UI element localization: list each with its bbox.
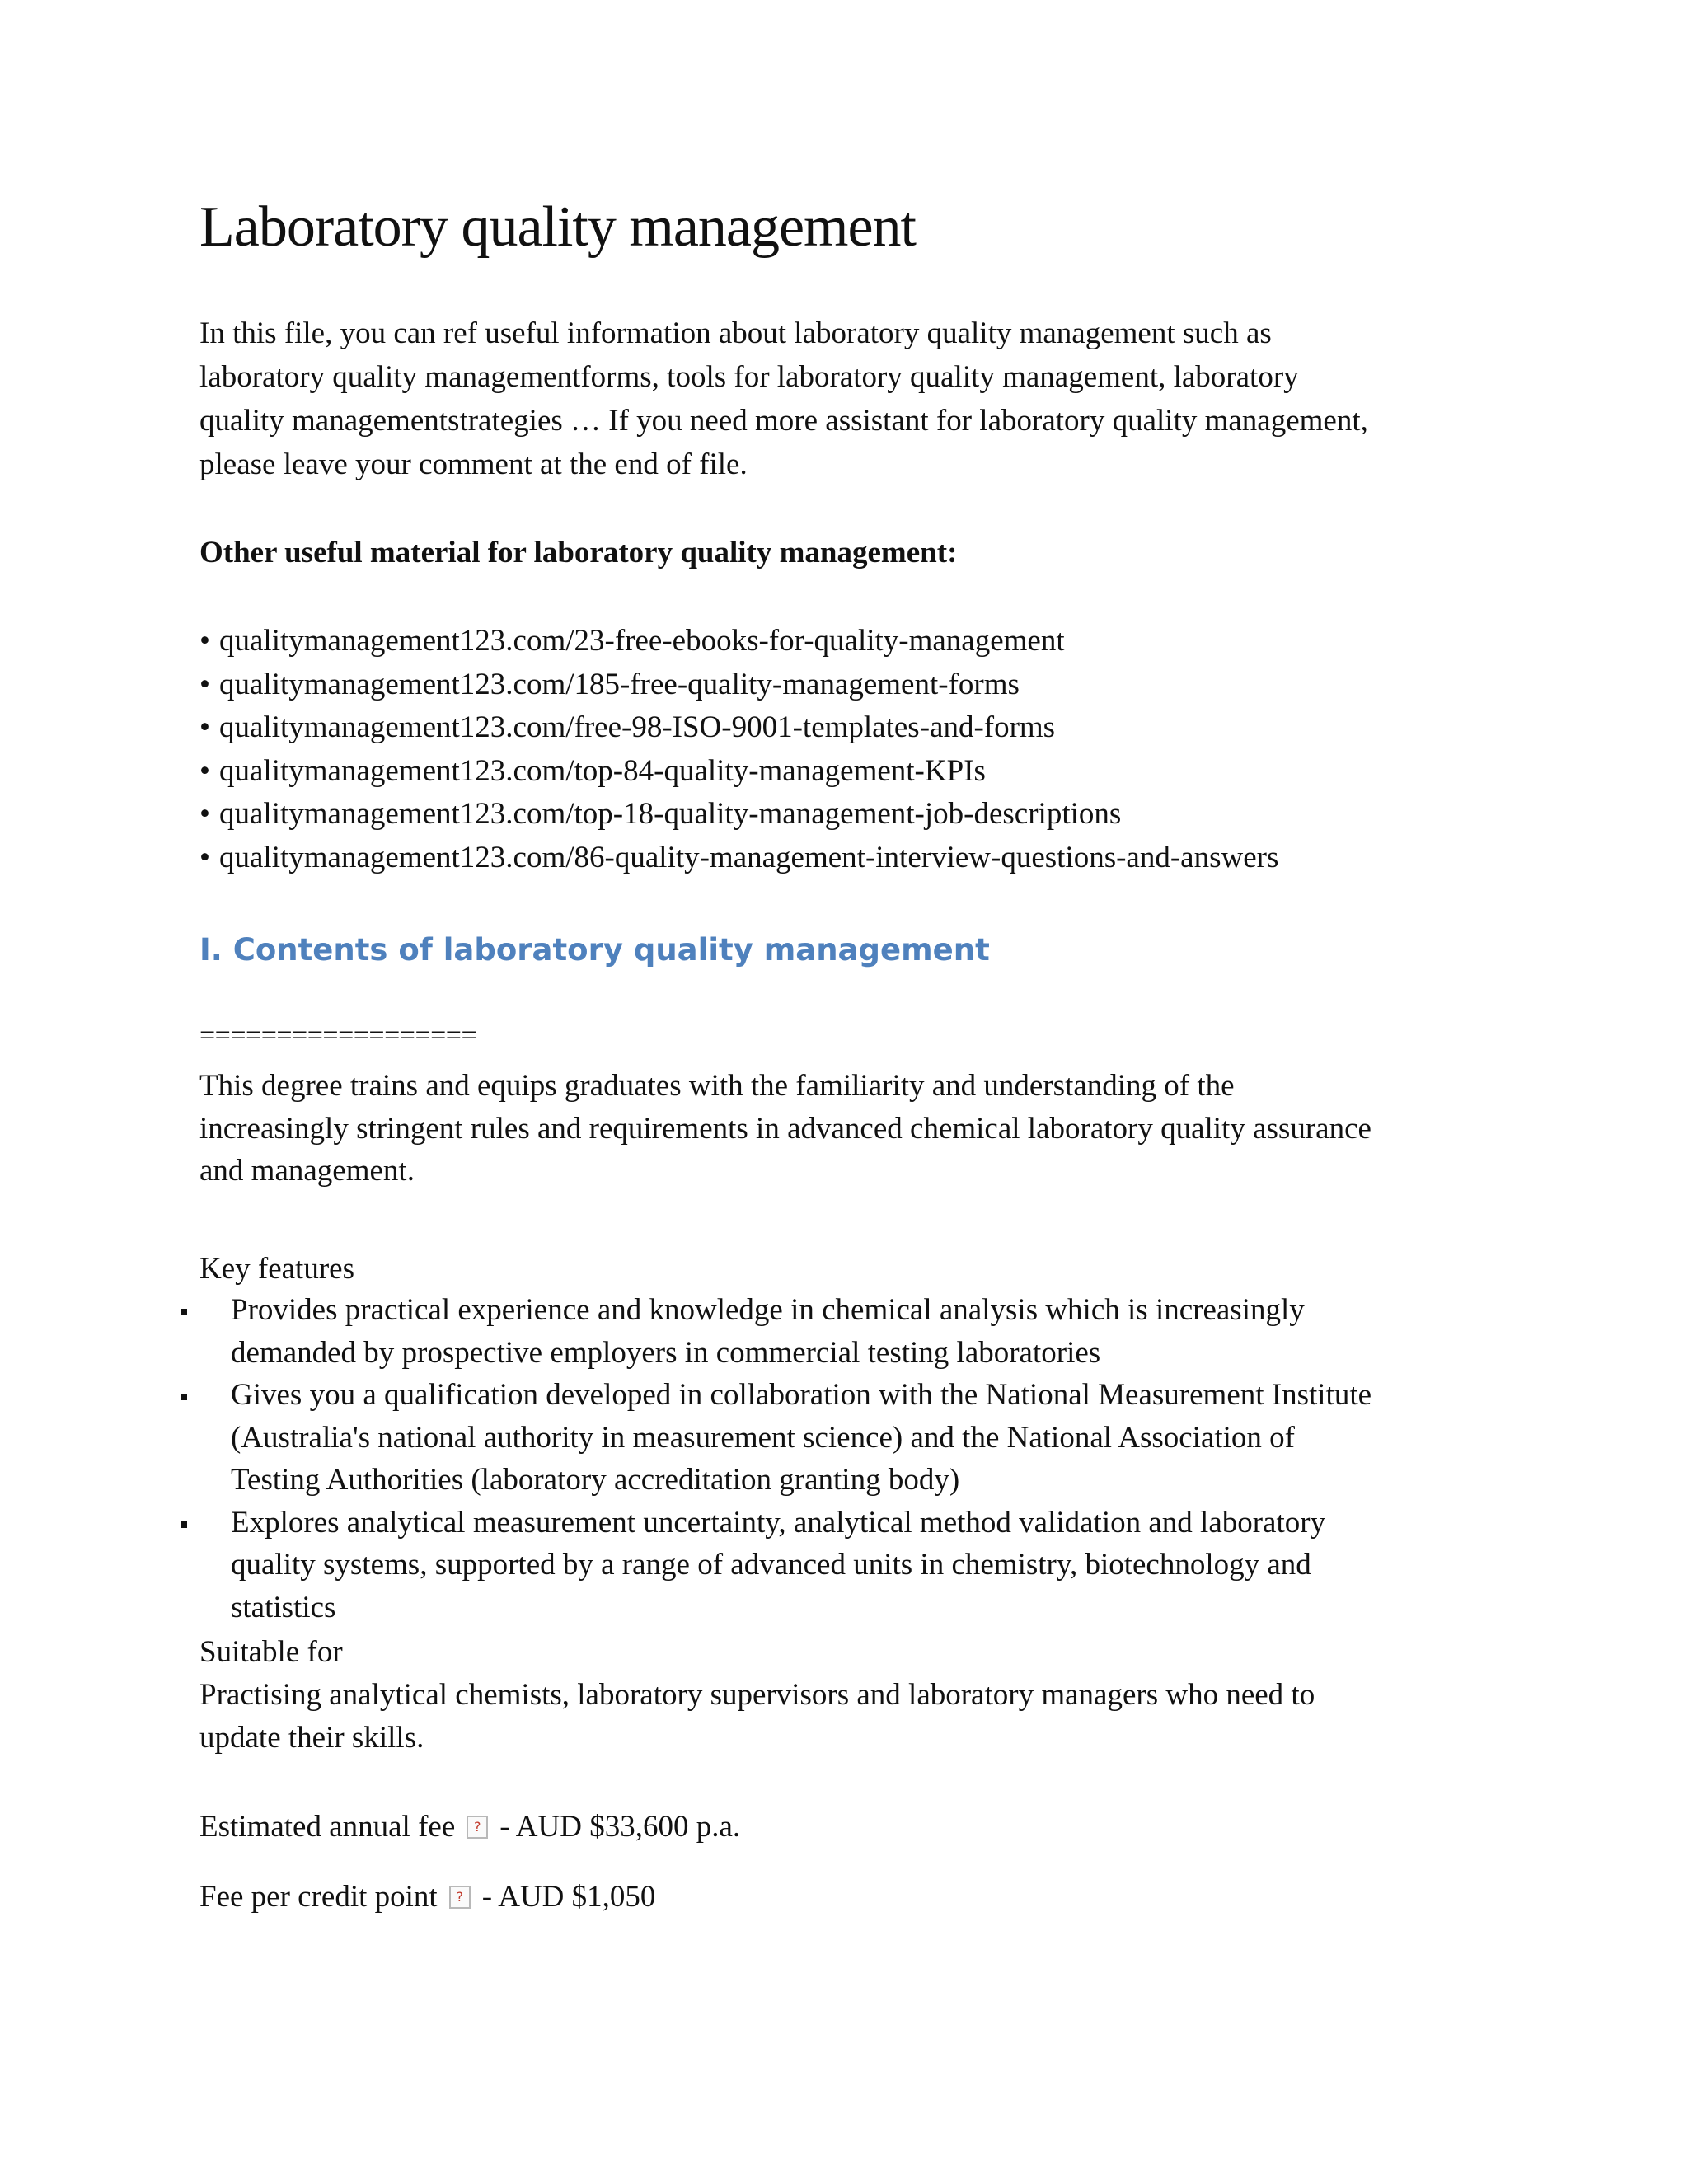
resource-link-item[interactable] bbox=[199, 837, 1278, 880]
feature-line: Gives you a qualification developed in collaboration with the National Measurement Institute bbox=[231, 1378, 1372, 1412]
bullet-icon: • bbox=[199, 667, 210, 701]
resource-link-item[interactable] bbox=[199, 750, 1278, 794]
resource-link-list bbox=[199, 620, 1278, 880]
section-heading: I. Contents of laboratory quality management bbox=[199, 932, 990, 968]
bullet-icon: • bbox=[199, 753, 210, 788]
annual-fee-label: Estimated annual fee bbox=[199, 1810, 456, 1844]
square-bullet-icon bbox=[181, 1394, 187, 1400]
annual-fee-row bbox=[199, 1806, 740, 1849]
feature-line: Testing Authorities (laboratory accreditation granting body) bbox=[231, 1463, 960, 1497]
square-bullet-icon bbox=[181, 1309, 187, 1315]
text-divider: ================== bbox=[199, 1020, 477, 1051]
credit-fee-value: - AUD $1,050 bbox=[481, 1880, 656, 1914]
intro-paragraph bbox=[199, 312, 1502, 486]
bullet-icon: • bbox=[199, 797, 210, 832]
degree-line: This degree trains and equips graduates with the familiarity and understanding of the bbox=[199, 1069, 1235, 1103]
resource-link[interactable]: qualitymanagement123.com/top-84-quality-management-KPIs bbox=[219, 753, 986, 788]
resource-link[interactable]: qualitymanagement123.com/top-18-quality-management-job-descriptions bbox=[219, 797, 1122, 832]
other-material-heading: Other useful material for laboratory quality management: bbox=[199, 536, 958, 569]
resource-link-item[interactable] bbox=[199, 706, 1278, 750]
feature-item bbox=[173, 1289, 1550, 1374]
degree-line: and management. bbox=[199, 1154, 415, 1188]
bullet-icon: • bbox=[199, 710, 210, 745]
degree-paragraph bbox=[199, 1065, 1502, 1193]
feature-line: Explores analytical measurement uncertainty, analytical method validation and laboratory bbox=[231, 1505, 1326, 1540]
feature-item bbox=[173, 1374, 1550, 1502]
resource-link[interactable]: qualitymanagement123.com/185-free-quality-management-forms bbox=[219, 667, 1020, 701]
feature-list bbox=[173, 1289, 1550, 1629]
suitable-for-label: Suitable for bbox=[199, 1635, 343, 1669]
resource-link-item[interactable] bbox=[199, 620, 1278, 663]
degree-line: increasingly stringent rules and requirements in advanced chemical laboratory quality assurance bbox=[199, 1111, 1372, 1146]
feature-line: quality systems, supported by a range of advanced units in chemistry, biotechnology and bbox=[231, 1548, 1311, 1582]
resource-link-item[interactable] bbox=[199, 663, 1278, 707]
annual-fee-value: - AUD $33,600 p.a. bbox=[499, 1810, 741, 1844]
credit-fee-row bbox=[199, 1876, 655, 1919]
suitable-line: Practising analytical chemists, laboratory supervisors and laboratory managers who need to bbox=[199, 1678, 1315, 1712]
bullet-icon: • bbox=[199, 840, 210, 874]
resource-link[interactable]: qualitymanagement123.com/free-98-ISO-9001-templates-and-forms bbox=[219, 710, 1056, 745]
feature-line: (Australia's national authority in measurement science) and the National Association of bbox=[231, 1420, 1296, 1455]
suitable-line: update their skills. bbox=[199, 1720, 424, 1755]
resource-link[interactable]: qualitymanagement123.com/86-quality-management-interview-questions-and-answers bbox=[219, 840, 1279, 874]
credit-fee-label: Fee per credit point bbox=[199, 1880, 438, 1914]
page-title: Laboratory quality management bbox=[199, 195, 917, 259]
intro-line: please leave your comment at the end of file. bbox=[199, 448, 748, 481]
intro-line: quality managementstrategies … If you need more assistant for laboratory quality management, bbox=[199, 404, 1368, 438]
help-icon[interactable]: ? bbox=[449, 1886, 471, 1909]
key-features-label: Key features bbox=[199, 1252, 354, 1286]
suitable-paragraph bbox=[199, 1674, 1502, 1759]
intro-line: laboratory quality managementforms, tools for laboratory quality management, laboratory bbox=[199, 360, 1299, 394]
help-icon[interactable]: ? bbox=[467, 1816, 488, 1839]
resource-link[interactable]: qualitymanagement123.com/23-free-ebooks-for-quality-management bbox=[219, 624, 1065, 658]
feature-item bbox=[173, 1502, 1550, 1629]
square-bullet-icon bbox=[181, 1521, 187, 1528]
resource-link-item[interactable] bbox=[199, 793, 1278, 837]
feature-line: Provides practical experience and knowledge in chemical analysis which is increasingly bbox=[231, 1293, 1305, 1327]
feature-line: demanded by prospective employers in commercial testing laboratories bbox=[231, 1335, 1101, 1370]
feature-line: statistics bbox=[231, 1590, 336, 1624]
bullet-icon: • bbox=[199, 624, 210, 658]
intro-line: In this file, you can ref useful information about laboratory quality management such as bbox=[199, 316, 1272, 350]
